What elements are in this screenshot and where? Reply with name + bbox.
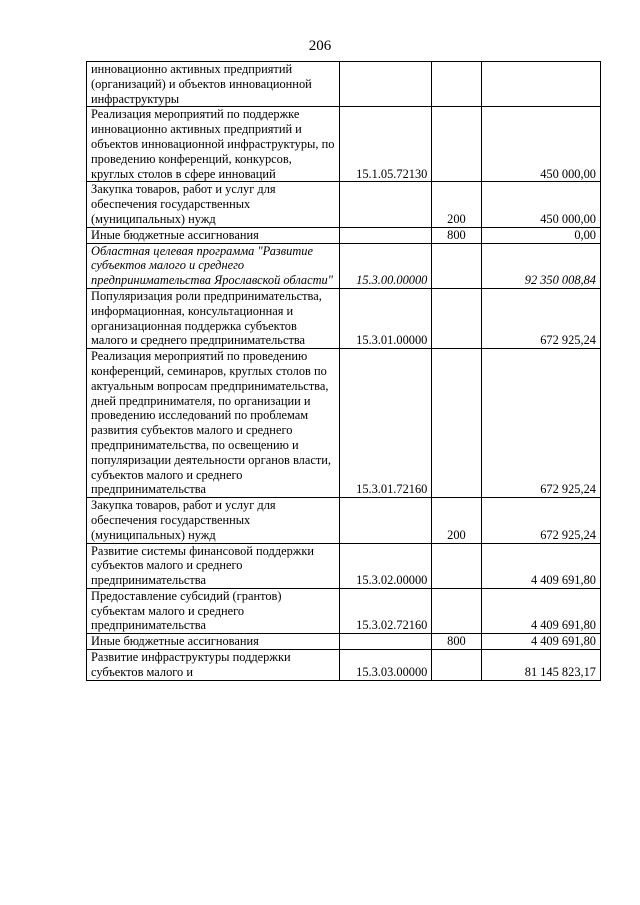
row-code-cell: [339, 227, 431, 243]
row-name-cell: Популяризация роли предпринимательства, информационная, консультационная и организационная поддержка субъектов малого и среднего предпринимательства: [87, 288, 340, 348]
row-amount-cell: 450 000,00: [481, 182, 600, 227]
row-code-cell: 15.3.00.00000: [339, 243, 431, 288]
row-amount-cell: [481, 62, 600, 107]
row-code-cell: 15.3.02.00000: [339, 543, 431, 588]
row-amount-cell: 450 000,00: [481, 107, 600, 182]
table-row: [87, 543, 601, 588]
row-type-cell: 800: [432, 227, 481, 243]
row-type-cell: [432, 288, 481, 348]
row-code-cell: 15.3.01.00000: [339, 288, 431, 348]
row-name-cell: Развитие системы финансовой поддержки субъектов малого и среднего предпринимательства: [87, 543, 340, 588]
table-row: [87, 182, 601, 227]
row-amount-cell: 4 409 691,80: [481, 634, 600, 650]
row-name-cell: Реализация мероприятий по проведению конференций, семинаров, круглых столов по актуальным вопросам предпринимательства, дней предпринимателя, по организации и проведению исследований по проблемам развития субъектов малого и среднего предпринимательства, по освещению и популяризации деятельности органов власти, субъектов малого и среднего предпринимательства: [87, 349, 340, 498]
row-amount-cell: 4 409 691,80: [481, 543, 600, 588]
row-type-cell: 800: [432, 634, 481, 650]
row-name-cell: Предоставление субсидий (грантов) субъектам малого и среднего предпринимательства: [87, 588, 340, 633]
row-amount-cell: 0,00: [481, 227, 600, 243]
row-code-cell: [339, 182, 431, 227]
row-type-cell: 200: [432, 182, 481, 227]
row-code-cell: 15.3.01.72160: [339, 349, 431, 498]
row-amount-cell: 672 925,24: [481, 498, 600, 543]
table-row: [87, 288, 601, 348]
row-amount-cell: 672 925,24: [481, 288, 600, 348]
row-name-cell: Иные бюджетные ассигнования: [87, 227, 340, 243]
row-code-cell: 15.3.03.00000: [339, 650, 431, 681]
table-row: [87, 650, 601, 681]
row-type-cell: [432, 62, 481, 107]
row-type-cell: 200: [432, 498, 481, 543]
row-amount-cell: 81 145 823,17: [481, 650, 600, 681]
row-name-cell: Иные бюджетные ассигнования: [87, 634, 340, 650]
row-name-cell: Развитие инфраструктуры поддержки субъектов малого и: [87, 650, 340, 681]
row-code-cell: 15.3.02.72160: [339, 588, 431, 633]
table-row: [87, 107, 601, 182]
row-name-cell: инновационно активных предприятий (организаций) и объектов инновационной инфраструктуры: [87, 62, 340, 107]
table-row: [87, 634, 601, 650]
page-number: 206: [308, 38, 332, 54]
table-row: [87, 588, 601, 633]
row-name-cell: Закупка товаров, работ и услуг для обеспечения государственных (муниципальных) нужд: [87, 498, 340, 543]
row-name-cell: Областная целевая программа "Развитие субъектов малого и среднего предпринимательства Ярославской области": [87, 243, 340, 288]
row-name-cell: Закупка товаров, работ и услуг для обеспечения государственных (муниципальных) нужд: [87, 182, 340, 227]
row-type-cell: [432, 588, 481, 633]
budget-table: [86, 61, 601, 681]
table-row: [87, 498, 601, 543]
budget-table-body: [87, 62, 601, 681]
row-code-cell: [339, 62, 431, 107]
row-amount-cell: 672 925,24: [481, 349, 600, 498]
row-type-cell: [432, 107, 481, 182]
row-type-cell: [432, 243, 481, 288]
row-amount-cell: 92 350 008,84: [481, 243, 600, 288]
row-amount-cell: 4 409 691,80: [481, 588, 600, 633]
table-row: [87, 243, 601, 288]
row-code-cell: [339, 498, 431, 543]
row-code-cell: 15.1.05.72130: [339, 107, 431, 182]
table-row: [87, 227, 601, 243]
table-row: [87, 349, 601, 498]
row-type-cell: [432, 650, 481, 681]
row-code-cell: [339, 634, 431, 650]
row-type-cell: [432, 349, 481, 498]
row-name-cell: Реализация мероприятий по поддержке инновационно активных предприятий и объектов инновационной инфраструктуры, по проведению конференций, конкурсов, круглых столов в сфере инноваций: [87, 107, 340, 182]
table-row: [87, 62, 601, 107]
row-type-cell: [432, 543, 481, 588]
